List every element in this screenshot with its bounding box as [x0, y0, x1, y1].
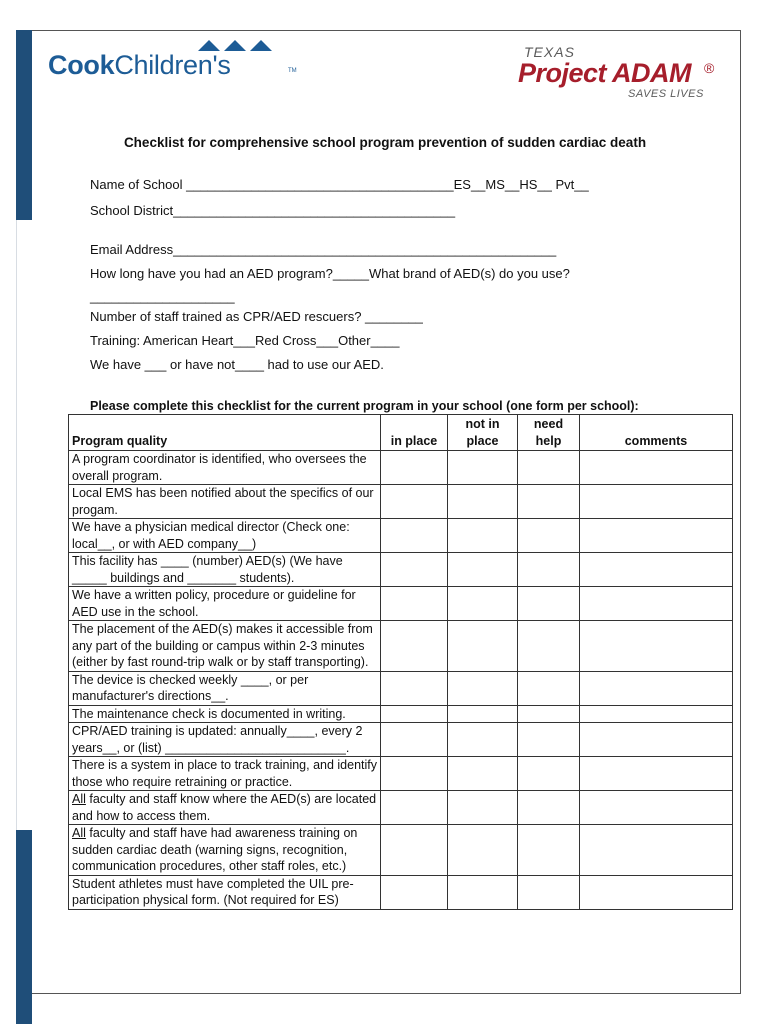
program-quality-item [69, 791, 381, 825]
not-in-place-cell[interactable] [448, 875, 518, 909]
item-text: The maintenance check is documented in writing. [72, 706, 346, 721]
not-in-place-cell[interactable] [448, 705, 518, 723]
edge-bar-top [16, 30, 32, 220]
emphasis-word: All [72, 792, 86, 806]
need-help-cell[interactable] [518, 621, 580, 672]
emphasis-word: All [72, 826, 86, 840]
training-provider-field[interactable]: Training: American Heart___Red Cross___Other____ [90, 333, 400, 348]
program-quality-item [69, 705, 381, 723]
program-quality-item [69, 825, 381, 876]
page-title: Checklist for comprehensive school program prevention of sudden cardiac death [123, 135, 647, 150]
staff-trained-field[interactable]: Number of staff trained as CPR/AED rescuers? ________ [90, 309, 423, 324]
header-program-quality: Program quality [69, 415, 381, 451]
in-place-cell[interactable] [381, 723, 448, 757]
project-adam-logo [518, 40, 718, 104]
program-quality-item [69, 875, 381, 909]
item-text: We have a physician medical director (Check one: local__, or with AED company__) [72, 520, 350, 551]
checklist-instruction: Please complete this checklist for the current program in your school (one form per school): [90, 399, 639, 413]
comments-cell[interactable] [580, 451, 733, 485]
edge-bar-mid [16, 220, 33, 830]
table-row [69, 451, 733, 485]
header-comments: comments [580, 415, 733, 451]
comments-cell[interactable] [580, 705, 733, 723]
not-in-place-cell[interactable] [448, 485, 518, 519]
not-in-place-cell[interactable] [448, 621, 518, 672]
in-place-cell[interactable] [381, 553, 448, 587]
in-place-cell[interactable] [381, 791, 448, 825]
in-place-cell[interactable] [381, 519, 448, 553]
comments-cell[interactable] [580, 875, 733, 909]
aed-brand-blank[interactable]: ____________________ [90, 289, 235, 304]
need-help-cell[interactable] [518, 757, 580, 791]
in-place-cell[interactable] [381, 875, 448, 909]
need-help-cell[interactable] [518, 485, 580, 519]
header-in-place: in place [381, 415, 448, 451]
logo-project-adam-name: Project ADAM [518, 58, 692, 88]
table-row [69, 671, 733, 705]
table-row [69, 791, 733, 825]
need-help-cell[interactable] [518, 587, 580, 621]
table-row [69, 587, 733, 621]
table-row [69, 705, 733, 723]
comments-cell[interactable] [580, 553, 733, 587]
item-text: Student athletes must have completed the UIL pre-participation physical form. (Not required for ES) [72, 876, 354, 907]
table-row [69, 723, 733, 757]
program-quality-item [69, 451, 381, 485]
page-edge-bar [16, 30, 32, 1024]
header-need-help: need help [518, 415, 580, 451]
table-header-row [69, 415, 733, 451]
not-in-place-cell[interactable] [448, 553, 518, 587]
need-help-cell[interactable] [518, 553, 580, 587]
program-quality-item [69, 485, 381, 519]
comments-cell[interactable] [580, 791, 733, 825]
registered-mark: ® [704, 60, 715, 76]
need-help-cell[interactable] [518, 723, 580, 757]
item-text: faculty and staff have had awareness training on sudden cardiac death (warning signs, recognition, communication procedures, other staff roles, etc.) [72, 826, 358, 873]
not-in-place-cell[interactable] [448, 519, 518, 553]
table-row [69, 757, 733, 791]
comments-cell[interactable] [580, 519, 733, 553]
not-in-place-cell[interactable] [448, 791, 518, 825]
aed-used-field[interactable]: We have ___ or have not____ had to use our AED. [90, 357, 384, 372]
table-row [69, 553, 733, 587]
in-place-cell[interactable] [381, 671, 448, 705]
program-quality-item [69, 519, 381, 553]
comments-cell[interactable] [580, 757, 733, 791]
item-text: We have a written policy, procedure or guideline for AED use in the school. [72, 588, 356, 619]
logo-tagline: SAVES LIVES [628, 88, 704, 100]
table-row [69, 485, 733, 519]
not-in-place-cell[interactable] [448, 825, 518, 876]
in-place-cell[interactable] [381, 825, 448, 876]
in-place-cell[interactable] [381, 451, 448, 485]
item-text: The placement of the AED(s) makes it accessible from any part of the building or campus within 2-3 minutes (either by fast round-trip walk or by staff transporting). [72, 622, 373, 669]
need-help-cell[interactable] [518, 705, 580, 723]
cook-childrens-logo [48, 40, 298, 90]
logo-texas-label: TEXAS [524, 44, 575, 60]
need-help-cell[interactable] [518, 791, 580, 825]
comments-cell[interactable] [580, 723, 733, 757]
trademark-mark: TM [288, 68, 297, 74]
cook-childrens-wordmark: CookChildren's [48, 50, 231, 80]
item-text: Local EMS has been notified about the specifics of our progam. [72, 486, 374, 517]
in-place-cell[interactable] [381, 587, 448, 621]
table-row [69, 875, 733, 909]
email-address-field[interactable]: Email Address_____________________________________________________ [90, 242, 557, 257]
program-quality-item [69, 671, 381, 705]
comments-cell[interactable] [580, 621, 733, 672]
item-text: The device is checked weekly ____, or per manufacturer's directions__. [72, 672, 309, 703]
school-district-field[interactable]: School District_______________________________________ [90, 203, 456, 218]
item-text: A program coordinator is identified, who oversees the overall program. [72, 452, 367, 483]
in-place-cell[interactable] [381, 485, 448, 519]
program-quality-item [69, 553, 381, 587]
need-help-cell[interactable] [518, 825, 580, 876]
item-text: CPR/AED training is updated: annually____, every 2 years__, or (list) __________________________. [72, 724, 363, 755]
comments-cell[interactable] [580, 671, 733, 705]
table-row [69, 519, 733, 553]
in-place-cell[interactable] [381, 705, 448, 723]
program-quality-item [69, 621, 381, 672]
in-place-cell[interactable] [381, 621, 448, 672]
item-text: faculty and staff know where the AED(s) are located and how to access them. [72, 792, 377, 823]
in-place-cell[interactable] [381, 757, 448, 791]
header-not-in-place: not in place [448, 415, 518, 451]
aed-program-question[interactable]: How long have you had an AED program?_____What brand of AED(s) do you use? [90, 266, 570, 281]
not-in-place-cell[interactable] [448, 671, 518, 705]
item-text: There is a system in place to track training, and identify those who require retraining or practice. [72, 758, 378, 789]
need-help-cell[interactable] [518, 875, 580, 909]
need-help-cell[interactable] [518, 519, 580, 553]
checklist-table [68, 414, 733, 910]
table-row [69, 621, 733, 672]
need-help-cell[interactable] [518, 451, 580, 485]
need-help-cell[interactable] [518, 671, 580, 705]
edge-bar-bottom [16, 830, 32, 1024]
table-row [69, 825, 733, 876]
comments-cell[interactable] [580, 587, 733, 621]
program-quality-item [69, 757, 381, 791]
school-name-field[interactable]: Name of School _____________________________________ES__MS__HS__ Pvt__ [90, 177, 589, 192]
item-text: This facility has ____ (number) AED(s) (We have _____ buildings and _______ students). [72, 554, 343, 585]
comments-cell[interactable] [580, 485, 733, 519]
not-in-place-cell[interactable] [448, 587, 518, 621]
not-in-place-cell[interactable] [448, 723, 518, 757]
program-quality-item [69, 587, 381, 621]
comments-cell[interactable] [580, 825, 733, 876]
not-in-place-cell[interactable] [448, 451, 518, 485]
not-in-place-cell[interactable] [448, 757, 518, 791]
program-quality-item [69, 723, 381, 757]
